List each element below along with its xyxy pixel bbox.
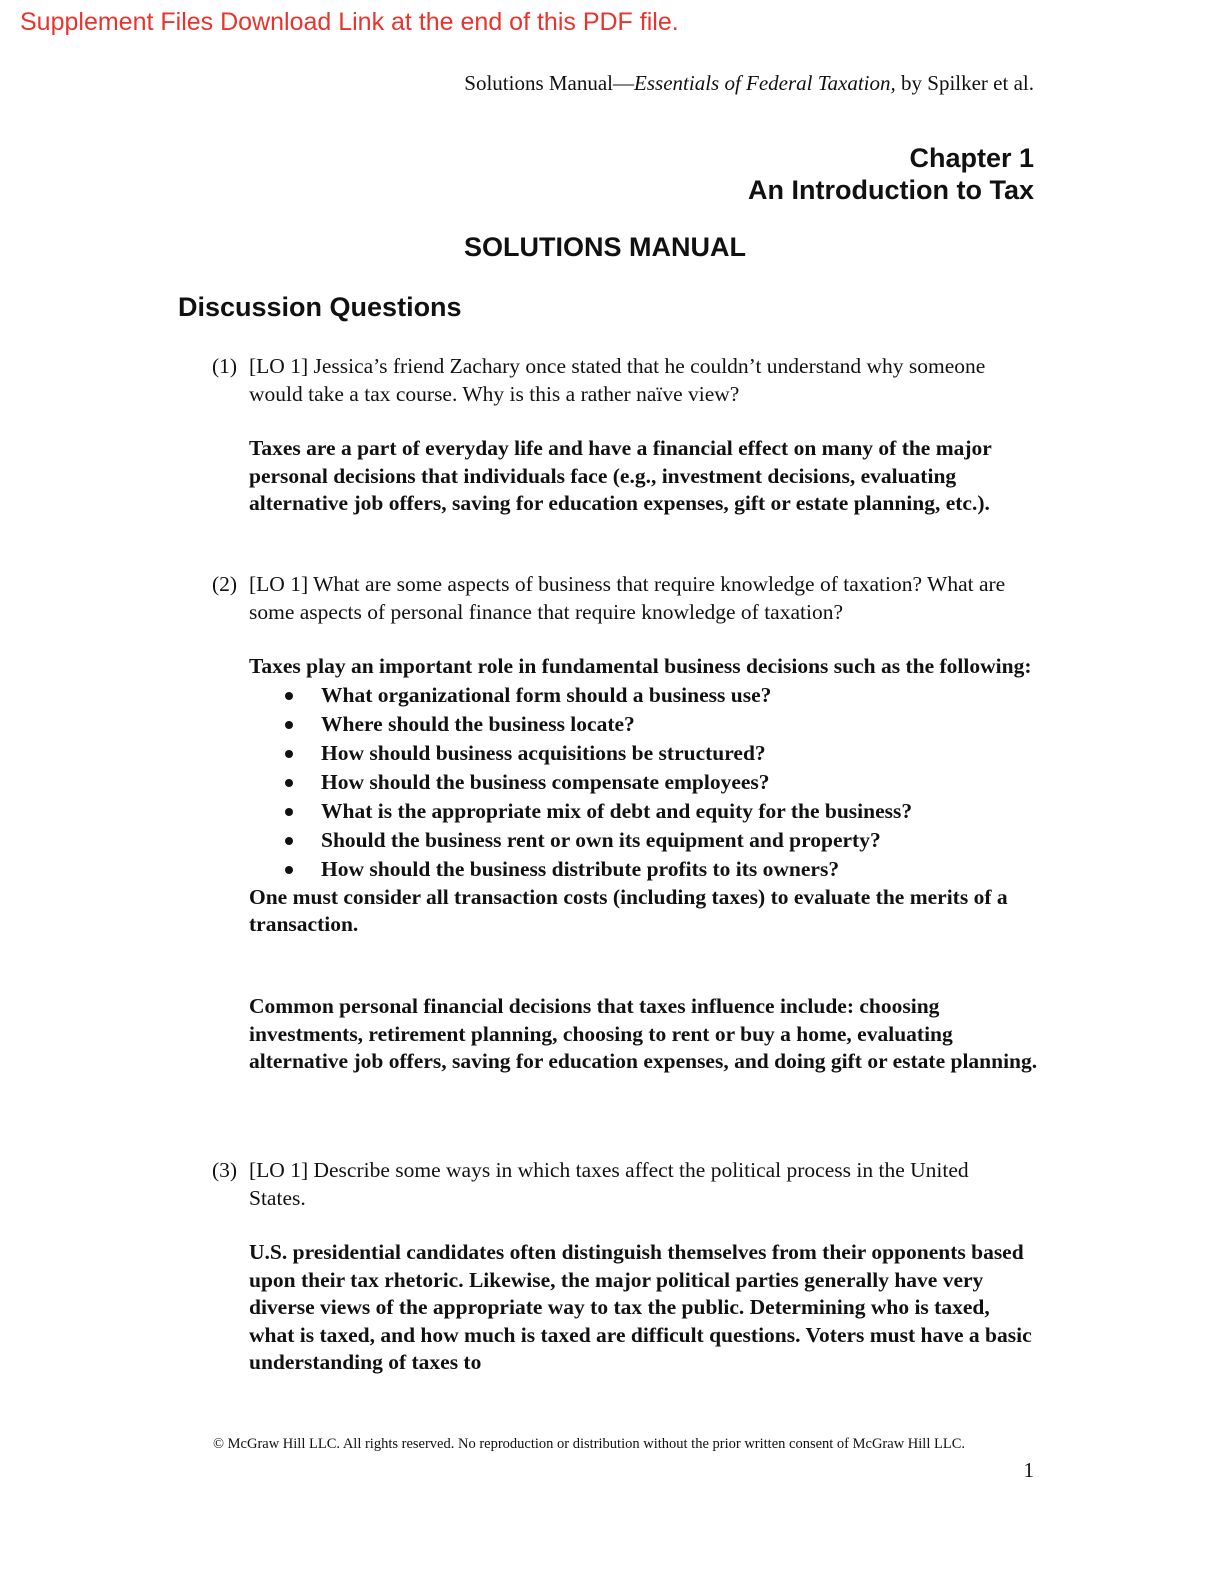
answer-2-personal: Common personal financial decisions that taxes influence include: choosing investments, retirement planning, choosing to rent or buy a home, evaluating alternative job offers, saving for education expenses, and doing gift or estate planning. [249, 994, 1038, 1073]
answer-intro: Taxes play an important role in fundamental business decisions such as the following: [249, 654, 1032, 678]
bullet-icon [285, 779, 293, 787]
question-number: (2) [212, 572, 238, 596]
bullet-icon [285, 837, 293, 845]
chapter-number: Chapter 1 [909, 143, 1034, 173]
answer-bullet-list [249, 681, 1039, 884]
question-text: [LO 1] What are some aspects of business that require knowledge of taxation? What are some aspects of personal finance that require knowledge of taxation? [249, 572, 1006, 624]
supplement-download-notice[interactable]: Supplement Files Download Link at the end of this PDF file. [20, 8, 679, 36]
bullet-icon [285, 866, 293, 874]
answer-3: U.S. presidential candidates often distinguish themselves from their opponents based upon their tax rhetoric. Likewise, the major political parties generally have very diverse views of the appropriate way to tax the public. Determining who is taxed, what is taxed, and how much is taxed are difficult questions. Voters must have a basic understanding of taxes to [249, 1240, 1032, 1374]
bullet-icon [285, 721, 293, 729]
list-item: How should the business distribute profits to its owners? [249, 855, 1039, 884]
answer-2 [249, 653, 1039, 939]
chapter-title: An Introduction to Tax [748, 175, 1034, 205]
list-item: What is the appropriate mix of debt and equity for the business? [249, 797, 1039, 826]
running-header-prefix: Solutions Manual— [464, 71, 635, 95]
question-3 [212, 1157, 1012, 1212]
answer-conclusion: One must consider all transaction costs (including taxes) to evaluate the merits of a transaction. [249, 884, 1008, 936]
list-item: How should business acquisitions be structured? [249, 739, 1039, 768]
question-1 [212, 353, 1012, 408]
running-header [464, 71, 1034, 96]
question-2 [212, 571, 1012, 626]
answer-1: Taxes are a part of everyday life and have a financial effect on many of the major personal decisions that individuals face (e.g., investment decisions, evaluating alternative job offers, saving for education expenses, gift or estate planning, etc.). [249, 436, 992, 515]
page-number: 1 [1023, 1458, 1034, 1482]
question-number: (3) [212, 1158, 238, 1182]
solutions-manual-heading: SOLUTIONS MANUAL [464, 232, 746, 262]
list-item: Where should the business locate? [249, 710, 1039, 739]
list-item: What organizational form should a business use? [249, 681, 1039, 710]
bullet-icon [285, 750, 293, 758]
copyright-footer: © McGraw Hill LLC. All rights reserved. No reproduction or distribution without the prior written consent of McGraw Hill LLC. [213, 1436, 965, 1452]
question-text: [LO 1] Describe some ways in which taxes affect the political process in the United States. [249, 1158, 969, 1210]
section-heading: Discussion Questions [178, 292, 462, 322]
question-text: [LO 1] Jessica’s friend Zachary once stated that he couldn’t understand why someone would take a tax course. Why is this a rather naïve view? [249, 354, 986, 406]
bullet-icon [285, 692, 293, 700]
chapter-heading [748, 142, 1034, 206]
list-item: Should the business rent or own its equipment and property? [249, 826, 1039, 855]
question-number: (1) [212, 354, 238, 378]
bullet-icon [285, 808, 293, 816]
running-header-suffix: by Spilker et al. [895, 71, 1034, 95]
running-header-book-title: Essentials of Federal Taxation, [634, 71, 896, 95]
list-item: How should the business compensate employees? [249, 768, 1039, 797]
